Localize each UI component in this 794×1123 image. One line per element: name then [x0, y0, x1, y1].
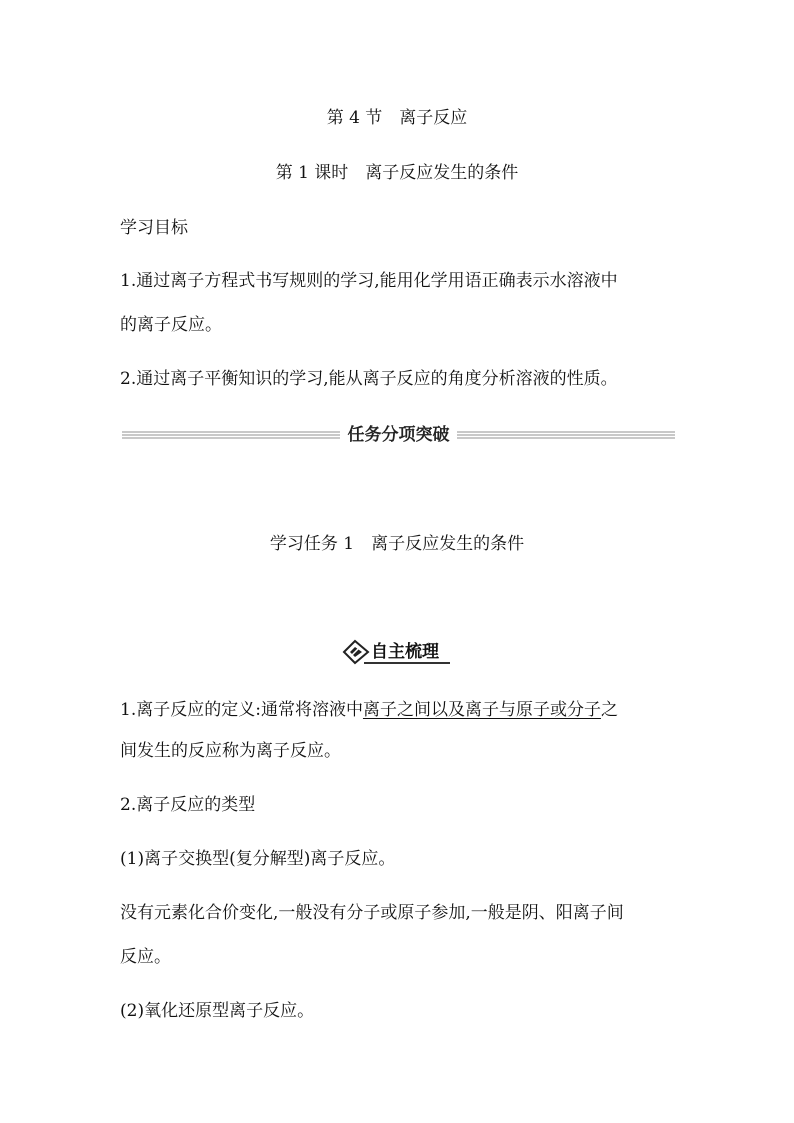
type-1-desc-line-2: 反应。: [120, 947, 171, 967]
badge-label: 自主梳理: [371, 642, 439, 662]
definition-line-2: 间发生的反应称为离子反应。: [120, 741, 341, 761]
badge-underline: [364, 662, 450, 664]
type-2: (2)氧化还原型离子反应。: [120, 1001, 315, 1021]
self-study-badge: [342, 639, 450, 665]
task-title: 学习任务 1 离子反应发生的条件: [269, 534, 525, 554]
section-title: 第 4 节 离子反应: [326, 108, 468, 128]
type-1: (1)离子交换型(复分解型)离子反应。: [120, 849, 396, 869]
goal-1-line-1: 1.通过离子方程式书写规则的学习,能用化学用语正确表示水溶液中: [120, 271, 618, 291]
banner-label: 任务分项突破: [347, 425, 450, 445]
types-heading: 2.离子反应的类型: [120, 795, 256, 815]
definition-answer: 离子之间以及离子与原子或分子: [362, 700, 601, 720]
type-1-desc-line-1: 没有元素化合价变化,一般没有分子或原子参加,一般是阴、阳离子间: [120, 903, 624, 923]
goals-heading: 学习目标: [120, 218, 188, 238]
lesson-title: 第 1 课时 离子反应发生的条件: [275, 163, 519, 183]
definition-prefix: 1.离子反应的定义:通常将溶液中: [120, 700, 363, 720]
goal-1-line-2: 的离子反应。: [120, 315, 222, 335]
definition-suffix: 之: [600, 700, 618, 720]
section-banner: [122, 424, 675, 446]
goal-2: 2.通过离子平衡知识的学习,能从离子反应的角度分析溶液的性质。: [120, 369, 618, 389]
definition-line-1: [120, 699, 618, 721]
